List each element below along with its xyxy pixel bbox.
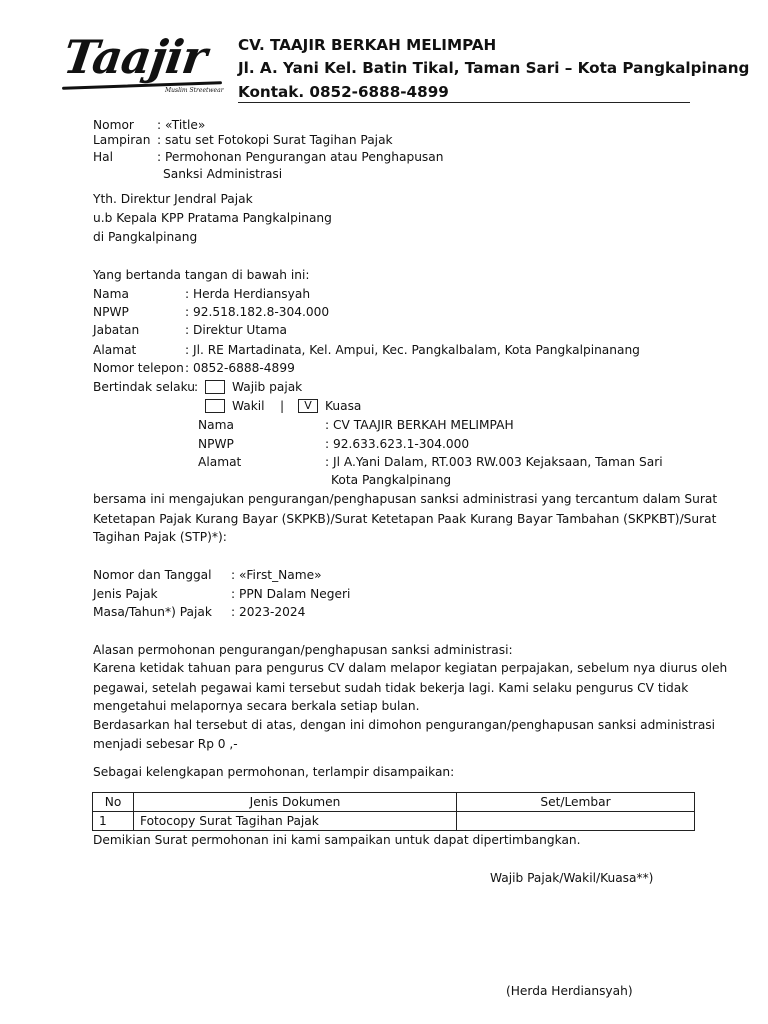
acting-colon: : — [194, 380, 199, 394]
logo-tagline: Muslim Streetwear — [165, 87, 224, 94]
signer-alamat-value: : Jl. RE Martadinata, Kel. Ampui, Kec. Pangkalbalam, Kota Pangkalpinanang — [185, 343, 640, 357]
acting-name-label: Nama — [198, 418, 234, 432]
kuasa-checkbox[interactable]: V — [298, 399, 318, 413]
table-header-row — [93, 793, 695, 812]
recipient-line-3: di Pangkalpinang — [93, 230, 198, 244]
signer-alamat-label: Alamat — [93, 343, 137, 357]
header-divider — [238, 102, 690, 103]
wajib-pajak-label: Wajib pajak — [232, 380, 303, 394]
acting-npwp-label: NPWP — [198, 437, 234, 451]
tax-nomor-label: Nomor dan Tanggal — [93, 568, 212, 582]
signer-npwp-label: NPWP — [93, 305, 129, 319]
signer-name-label: Nama — [93, 287, 129, 301]
tax-nomor-value: : «First_Name» — [231, 568, 322, 582]
recipient-line-1: Yth. Direktur Jendral Pajak — [93, 192, 253, 206]
tax-masa-label: Masa/Tahun*) Pajak — [93, 605, 212, 619]
nomor-value: : «Title» — [157, 118, 206, 132]
company-name: CV. TAAJIR BERKAH MELIMPAH — [238, 36, 497, 54]
recipient-line-2: u.b Kepala KPP Pratama Pangkalpinang — [93, 211, 332, 225]
reason-line-3: mengetahui melapornya secara berkala setiap bulan. — [93, 699, 420, 713]
hal-value-cont: Sanksi Administrasi — [163, 167, 283, 181]
tax-jenis-label: Jenis Pajak — [93, 587, 158, 601]
wakil-checkbox[interactable] — [205, 399, 225, 413]
header-set-lembar: Set/Lembar — [457, 793, 695, 812]
tax-jenis-value: : PPN Dalam Negeri — [231, 587, 351, 601]
company-address: Jl. A. Yani Kel. Batin Tikal, Taman Sari – Kota Pangkalpinang — [238, 59, 750, 77]
reason-line-1: Karena ketidak tahuan para pengurus CV dalam melapor kegiatan perpajakan, sebelum nya diurus oleh — [93, 661, 728, 675]
reason-line-4: Berdasarkan hal tersebut di atas, dengan ini dimohon pengurangan/penghapusan sanksi administrasi — [93, 718, 716, 732]
signer-jabatan-value: : Direktur Utama — [185, 323, 287, 337]
cell-set-lembar — [457, 812, 695, 831]
cell-jenis-dokumen: Fotocopy Surat Tagihan Pajak — [134, 812, 457, 831]
acting-alamat-label: Alamat — [198, 455, 242, 469]
signature-role: Wajib Pajak/Wakil/Kuasa**) — [490, 871, 654, 885]
body-line-2: Ketetapan Pajak Kurang Bayar (SKPKB)/Surat Ketetapan Paak Kurang Bayar Tambahan (SKPKBT)/Surat — [93, 512, 717, 526]
body-line-3: Tagihan Pajak (STP)*): — [93, 530, 227, 544]
acting-alamat-cont: Kota Pangkalpinang — [331, 473, 452, 487]
kuasa-label: Kuasa — [325, 399, 362, 413]
body-line-1: bersama ini mengajukan pengurangan/penghapusan sanksi administrasi yang tercantum dalam Surat — [93, 492, 718, 506]
signer-name-value: : Herda Herdiansyah — [185, 287, 311, 301]
option-separator: | — [280, 399, 285, 413]
acting-name-value: : CV TAAJIR BERKAH MELIMPAH — [325, 418, 514, 432]
hal-value: : Permohonan Pengurangan atau Penghapusan — [157, 150, 444, 164]
header-jenis-dokumen: Jenis Dokumen — [134, 793, 457, 812]
acting-label: Bertindak selaku — [93, 380, 196, 394]
lampiran-value: : satu set Fotokopi Surat Tagihan Pajak — [157, 133, 393, 147]
attachments-table — [92, 792, 695, 831]
tax-masa-value: : 2023-2024 — [231, 605, 306, 619]
table-row — [93, 812, 695, 831]
hal-label: Hal — [93, 150, 114, 164]
company-contact: Kontak. 0852-6888-4899 — [238, 83, 449, 101]
lampiran-label: Lampiran — [93, 133, 151, 147]
reason-title: Alasan permohonan pengurangan/penghapusan sanksi administrasi: — [93, 643, 513, 657]
nomor-label: Nomor — [93, 118, 134, 132]
signer-intro: Yang bertanda tangan di bawah ini: — [93, 268, 310, 282]
wakil-label: Wakil — [232, 399, 265, 413]
attachments-intro: Sebagai kelengkapan permohonan, terlampir disampaikan: — [93, 765, 455, 779]
acting-alamat-value: : Jl A.Yani Dalam, RT.003 RW.003 Kejaksaan, Taman Sari — [325, 455, 663, 469]
signer-jabatan-label: Jabatan — [93, 323, 140, 337]
signer-npwp-value: : 92.518.182.8-304.000 — [185, 305, 330, 319]
reason-line-2: pegawai, setelah pegawai kami tersebut sudah tidak bekerja lagi. Kami selaku pengurus CV tidak — [93, 681, 689, 695]
signature-name: (Herda Herdiansyah) — [506, 984, 633, 998]
header-no: No — [93, 793, 134, 812]
acting-npwp-value: : 92.633.623.1-304.000 — [325, 437, 470, 451]
closing-text: Demikian Surat permohonan ini kami sampaikan untuk dapat dipertimbangkan. — [93, 833, 581, 847]
wajib-pajak-checkbox[interactable] — [205, 380, 225, 394]
reason-line-5: menjadi sebesar Rp 0 ,- — [93, 737, 238, 751]
signer-phone-label: Nomor telepon — [93, 361, 184, 375]
logo-word: Taajir — [60, 30, 210, 84]
company-logo — [60, 30, 209, 84]
signer-phone-value: : 0852-6888-4899 — [185, 361, 295, 375]
cell-no: 1 — [93, 812, 134, 831]
